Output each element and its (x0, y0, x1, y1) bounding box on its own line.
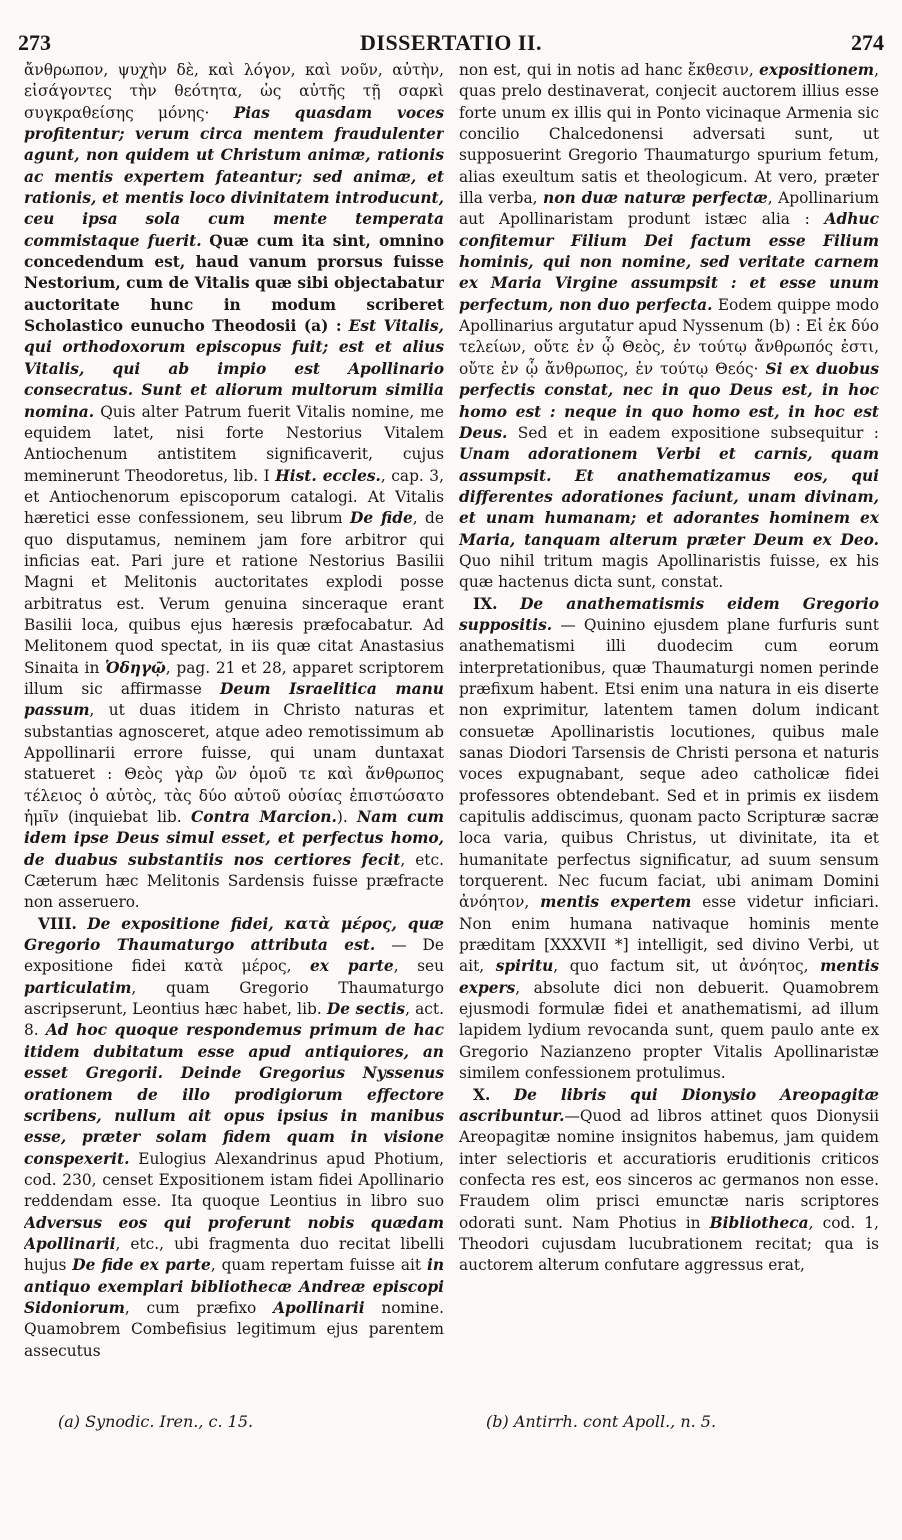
section-number: IX. (473, 594, 498, 613)
paragraph-continuation: ἄνθρωπον, ψυχὴν δὲ, καὶ λόγον, καὶ νοῦν, αὐτὴν, εἰσάγοντες τὴν θεότητα, ὡς αὐτῆς τῇ σαρκὶ συγκραθείσης μόνης· Pias quasdam voces profitentur; verum circa mentem fraudulenter agunt, non quidem ut Christum animæ, rationis ac mentis expertem fateantur; sed animæ, et rationis, et mentis loco divinitatem introducunt, ceu ipsa sola cum mente temperata commistaque fuerit. Quæ cum ita sint, omnino concedendum est, haud vanum prorsus fuisse Nestorium, cum de Vitalis quæ sibi objectabatur auctoritate hunc in modum scriberet Scholastico eunucho Theodosii (a) : Est Vitalis, qui orthodoxorum episcopus fuit; est et alius Vitalis, qui ab impio est Apollinario consecratus. Sunt et aliorum multorum similia nomina. Quis alter Patrum fuerit Vitalis nomine, me equidem latet, nisi forte Nestorius Vitalem Antiochenum antistitem significaverit, cujus meminerunt Theodoretus, lib. I Hist. eccles., cap. 3, et Antiochenorum episcoporum catalogi. At Vitalis hæretici esse confessionem, seu librum De fide, de quo disputamus, neminem jam fore arbitror qui inficias eat. Pari jure et ratione Nestorius Basilii Magni et Melitonis auctoritates explodi posse arbitratus est. Verum genuina sinceraque erant Basilii loca, quibus ejus hæresis præfocabatur. Ad Melitonem quod spectat, in iis quæ citat Anastasius Sinaita in Ὁδηγῷ, pag. 21 et 28, apparet scriptorem illum sic affirmasse Deum Israelitica manu passum, ut duas itidem in Christo naturas et substantias agnosceret, atque adeo remotissimum ab Appollinarii errore fuisse, qui unam duntaxat statueret : Θεὸς γὰρ ὢν ὁμοῦ τε καὶ ἄνθρωπος τέλειος ὁ αὐτὸς, τὰς δύο αὐτοῦ οὐσίας ἐπιστώσατο ἡμῖν (inquiebat lib. Contra Marcion.). Nam cum idem ipse Deus simul esset, et perfectus homo, de duabus substantiis nos certiores fecit, etc. Cæterum hæc Melitonis Sardensis fuisse præfracte non asseruero. (24, 61, 444, 912)
footnote-a: (a) Synodic. Iren., c. 15. (58, 1412, 254, 1431)
right-column (459, 60, 879, 1380)
left-column (24, 60, 444, 1380)
section-number: VIII. (38, 914, 77, 933)
page-number-right: 274 (851, 30, 884, 55)
page-header (18, 30, 884, 60)
section-title: De expositione fidei, κατὰ μέρος, quæ Gregorio Thaumaturgo attributa est. (24, 914, 444, 955)
section-viii: VIII. De expositione fidei, κατὰ μέρος, quæ Gregorio Thaumaturgo attributa est. — De expositione fidei κατὰ μέρος, ex parte, seu particulatim, quam Gregorio Thaumaturgo ascripserunt, Leontius hæc habet, lib. De sectis, act. 8. Ad hoc quoque respondemus primum de hac itidem dubitatum esse apud antiquiores, an esset Gregorii. Deinde Gregorius Nyssenus orationem de illo prodigiorum effectore scribens, nullum ait opus ipsius in manibus esse, præter solam fidem quam in visione conspexerit. Eulogius Alexandrinus apud Photium, cod. 230, censet Expositionem istam fidei Apollinario reddendam esse. Ita quoque Leontius in libro suo Adversus eos qui proferunt nobis quædam Apollinarii, etc., ubi fragmenta duo recitat libelli hujus De fide ex parte, quam repertam fuisse ait in antiquo exemplari bibliothecæ Andreæ episcopi Sidoniorum, cum præfixo Apollinarii nomine. Quamobrem Combefisius legitimum ejus parentem assecutus (24, 914, 444, 1360)
section-title: De anathematismis eidem Gregorio suppositis. (459, 594, 879, 634)
footnote-b: (b) Antirrh. cont Apoll., n. 5. (486, 1412, 717, 1431)
page-number-left: 273 (18, 30, 51, 55)
section-number: X. (473, 1085, 491, 1104)
paragraph-continuation: non est, qui in notis ad hanc ἔκθεσιν, expositionem, quas prelo destinaverat, conjecit auctorem illius esse forte unum ex illis qui in Ponto vicinaque Armenia sic concilio Chalcedonensi adversati sunt, ut supposuerint Gregorio Thaumaturgo spurium fetum, alias exeultum satis et theologicum. At vero, præter illa verba, non duæ naturæ perfectæ, Apollinarium aut Apollinaristam produnt istæc alia : Adhuc confitemur Filium Dei factum esse Filium hominis, qui non nomine, sed veritate carnem ex Maria Virgine assumpsit : et esse unum perfectum, non duo perfecta. Eodem quippe modo Apollinarius argutatur apud Nyssenum (b) : Εἰ ἐκ δύο τελείων, οὔτε ἐν ᾧ Θεὸς, ἐν τούτῳ ἄνθρωπός ἐστι, οὔτε ἐν ᾧ ἄνθρωπος, ἐν τούτῳ Θεός· Si ex duobus perfectis constat, nec in quo Deus est, in hoc homo est : neque in quo homo est, in hoc est Deus. Sed et in eadem expositione subsequitur : Unam adorationem Verbi et carnis, quam assumpsit. Et anathematizamus eos, qui differentes adorationes faciunt, unam divinam, et unam humanam; et adorantes hominem ex Maria, tanquam alterum præter Deum ex Deo. Quo nihil tritum magis Apollinaristis fuisse, ex his quæ hactenus dicta sunt, constat. (459, 61, 879, 592)
section-x: X. De libris qui Dionysio Areopagitæ ascribuntur.—Quod ad libros attinet quos Dionysii Areopagitæ nomine insignitos habemus, jam quidem inter selectioris et accuratioris eruditionis criticos confecta res est, eos sinceros ac germanos non esse. Fraudem olim prisci emunctæ naris scriptores odorati sunt. Nam Photius in Bibliotheca, cod. 1, Theodori cujusdam lucubrationem recitat; qua is auctorem alterum confutare aggressus erat, (459, 1085, 879, 1275)
running-title: DISSERTATIO II. (360, 30, 542, 55)
footnotes (24, 1412, 878, 1438)
section-ix: IX. De anathematismis eidem Gregorio suppositis. — Quinino ejusdem plane furfuris sunt anathematismi illi duodecim cum eorum interpretationibus, quæ Thaumaturgi nomen perinde præfixum habent. Etsi enim una natura in eis diserte non exprimitur, latentem tamen dolum indicant consuetæ Apollinaristis locutiones, quibus male sanas Diodori Tarsensis de Christi persona et naturis voces expugnabant, seque adeo catholicæ fidei professores obtendebant. Sed et in primis ex iisdem capitulis addiscimus, quonam pacto Scripturæ sacræ loca varia, quibus Christus, ut divinitate, ita et humanitate perfectus significatur, ad suum sensum torquerent. Nec fucum faciat, ubi animam Domini ἀνόητον, mentis expertem esse videtur inficiari. Non enim humana nativaque hominis mente præditam [XXXVII *] intelligit, sed divino Verbi, ut ait, spiritu, quo factum sit, ut ἀνόητος, mentis expers, absolute dici non debuerit. Quamobrem ejusmodi formulæ fidei et anathematismi, ad illum lapidem lydium revocanda sunt, quem paulo ante ex Gregorio Nazianzeno propter Vitalis Apollinaristæ similem confessionem protulimus. (459, 594, 879, 1083)
section-title: De libris qui Dionysio Areopagitæ ascribuntur. (459, 1085, 879, 1125)
